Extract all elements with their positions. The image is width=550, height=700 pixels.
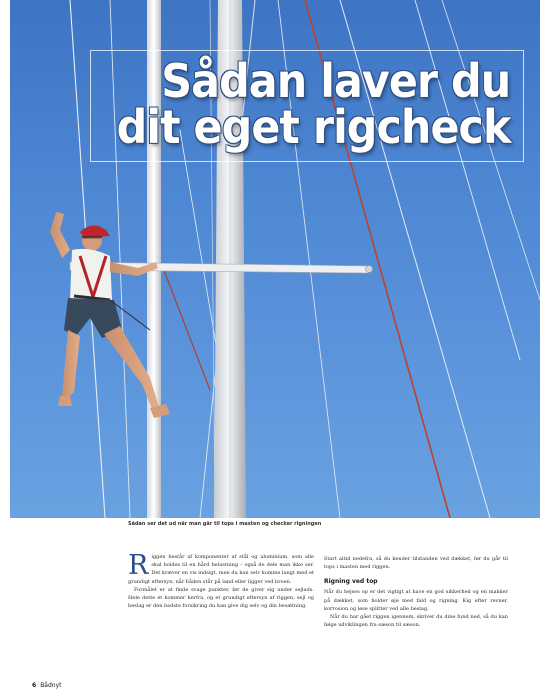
article-title-line-2: dit eget rigcheck: [116, 100, 510, 154]
photo-caption: Sådan ser det ud når man går til tops i masten og checker rigningen: [128, 521, 322, 527]
body-paragraph-5: Når du har gået riggen igennem, skriver du dine fund ned, så du kan følge udviklingen fra sæson til sæson.: [324, 614, 508, 629]
page-number: 6: [32, 682, 37, 689]
body-column-right: [324, 555, 508, 667]
body-paragraph-3: Start altid nedefra, så du kender tilstanden ved dækket, før du går til tops i masten med riggen.: [324, 556, 508, 571]
body-paragraph-1: [128, 553, 314, 586]
body-paragraph-2: Formålet er at finde svage punkter, før de giver sig under sejlads. Hele dette ét kommer herfra, og et grundigt eftersyn af riggen, sejl og beslag er den bedste forsikring du kan give dig selv og din besætning.: [128, 586, 314, 610]
page-footer: [32, 682, 62, 690]
section-name: Bådnyt: [40, 682, 62, 689]
hero-photo: [10, 0, 540, 518]
body-paragraph-4: Når du hejses op er det vigtigt at have en god sikkerhed og en makker på dækket, som holder øje med fald og rigning. Kig efter revner, korrosion og løse splitter ved alle beslag.: [324, 589, 508, 612]
body-column-left: [128, 553, 314, 665]
drop-cap: R: [128, 553, 149, 581]
article-title-line-1: Sådan laver du: [160, 54, 510, 108]
section-subhead: Rigning ved top: [324, 578, 378, 586]
body-paragraph-1-text: iggen består af komponenter af stål og aluminium, som alle skal holdes til en hård belastning – også de dele man ikke ser. Det kræver en vis indsigt, men du kan selv komme langt med et grundigt eftersyn, når båden står på land eller ligger ved broen.: [128, 554, 314, 585]
